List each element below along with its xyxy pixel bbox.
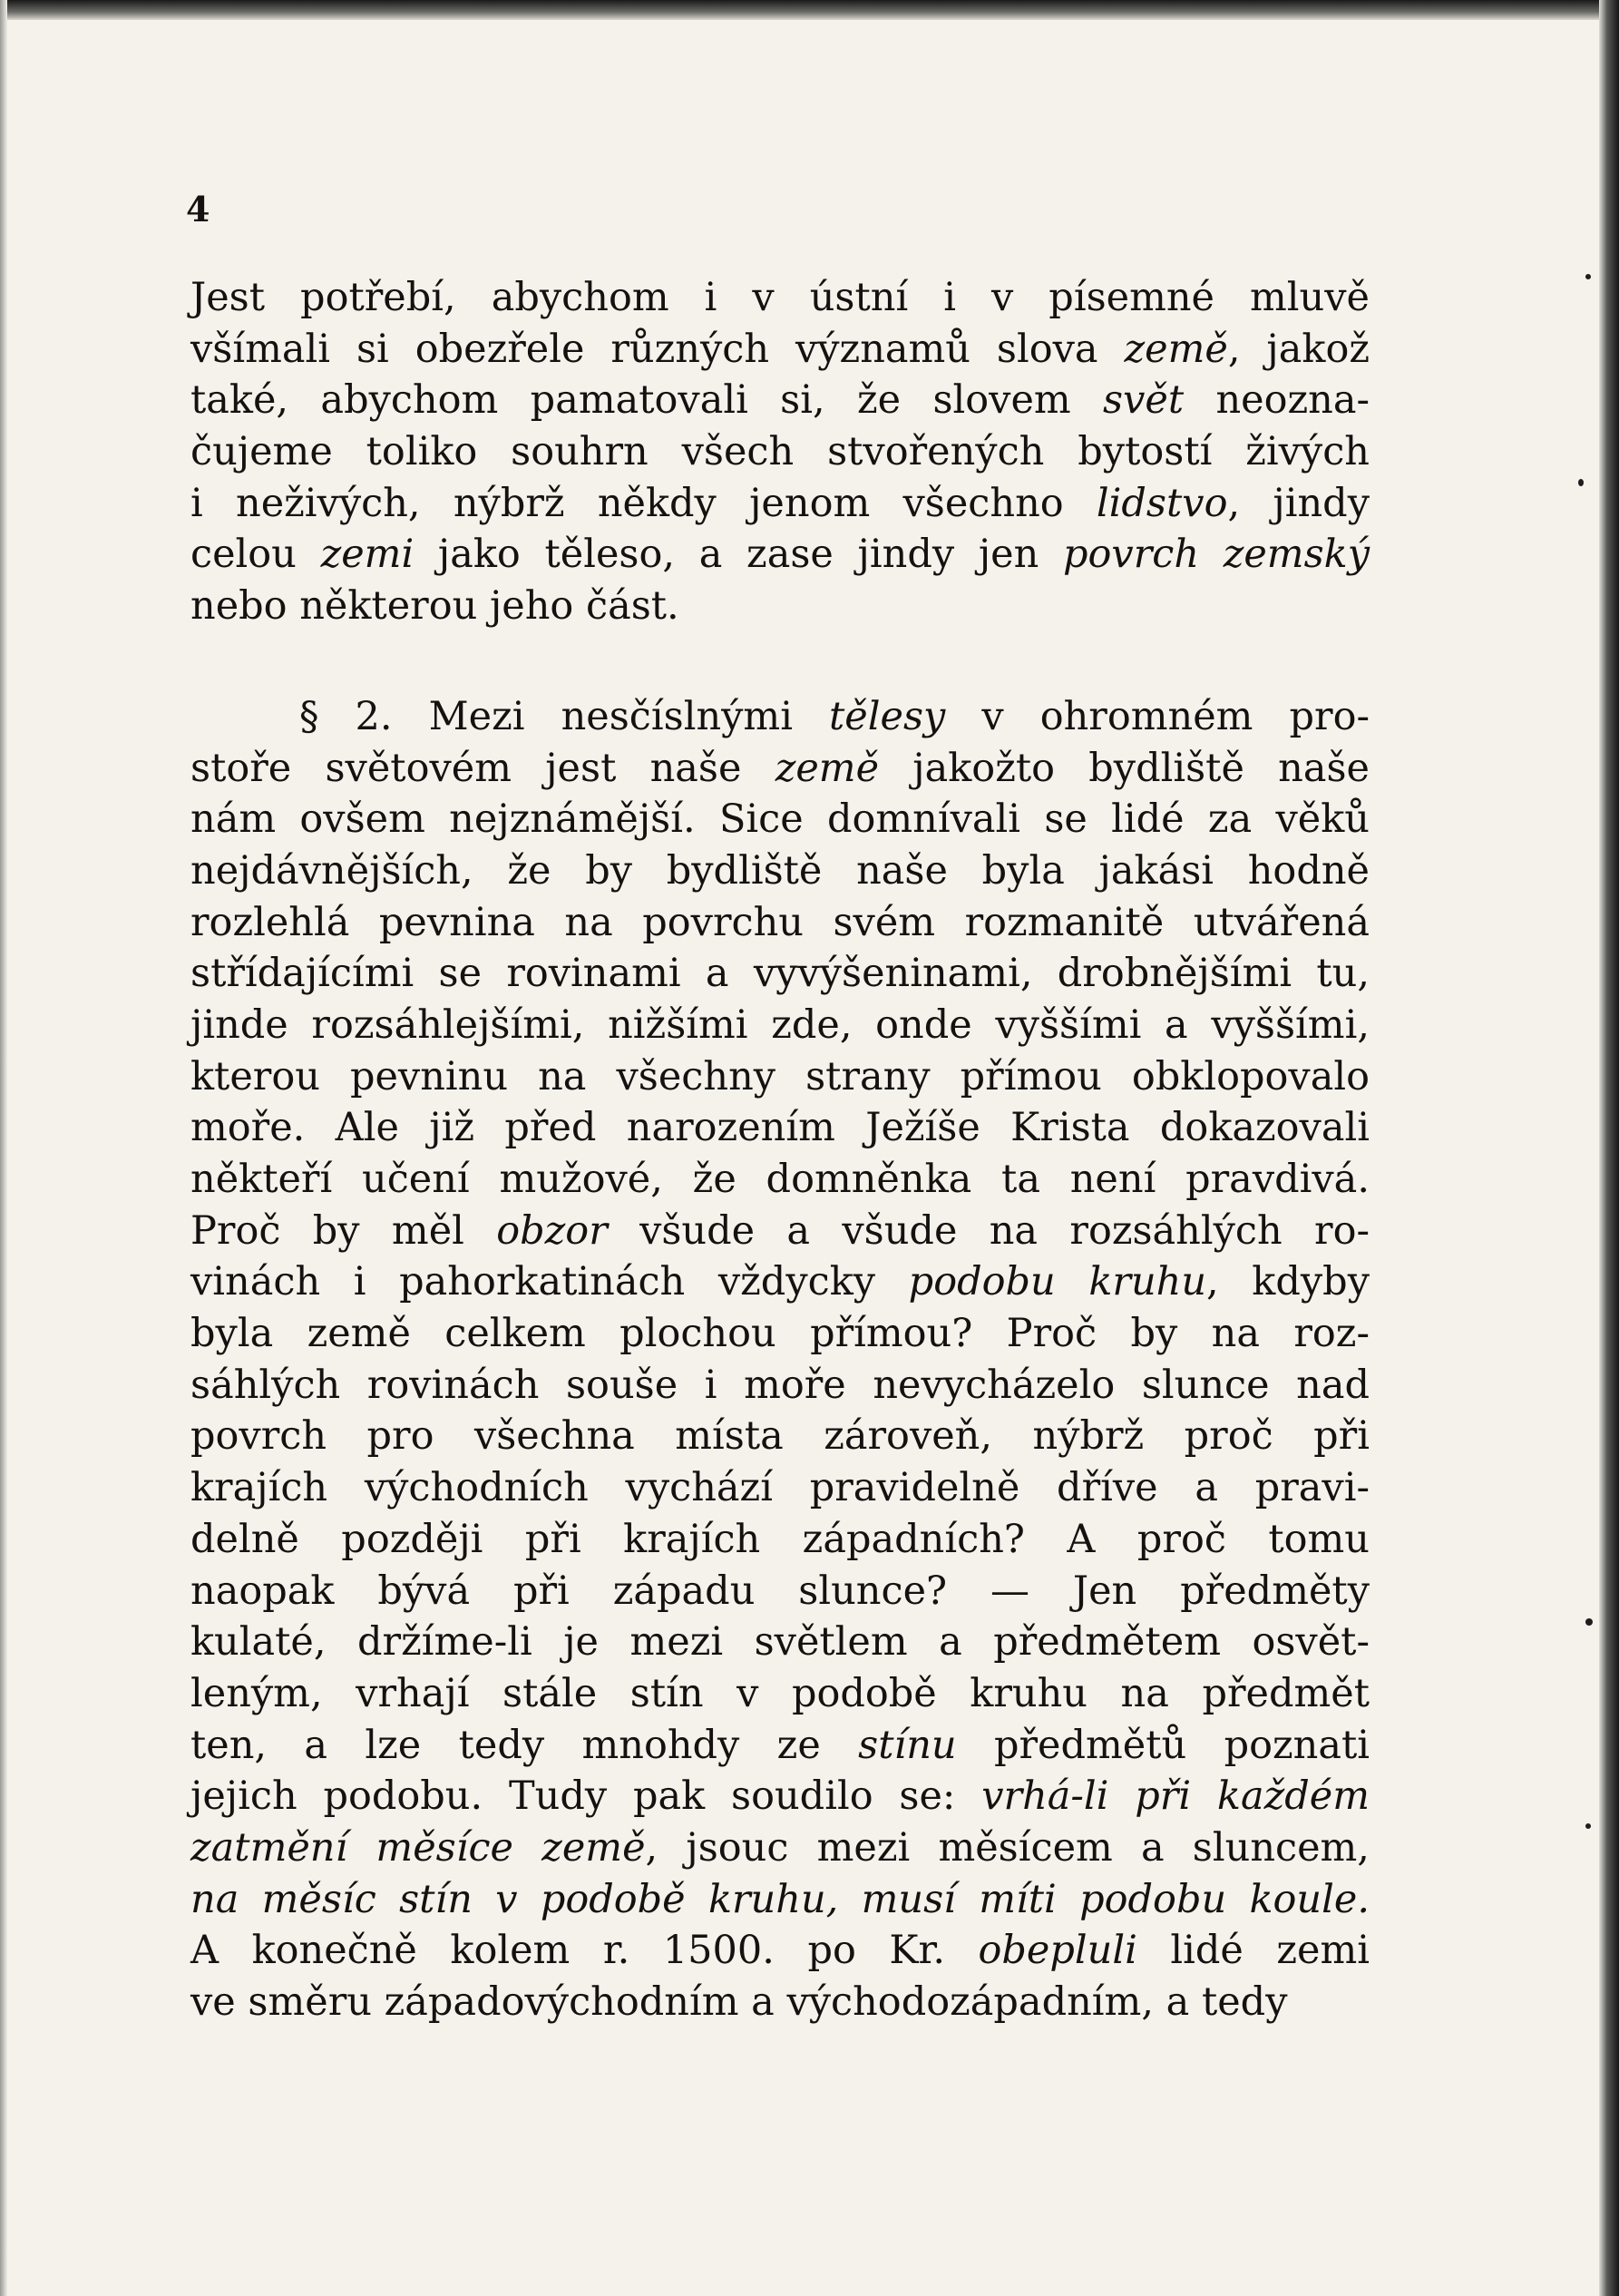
- text-run: leným, vrhají stále stín v podobě kruhu na předmět: [190, 1670, 1370, 1716]
- text-line: [190, 1977, 1370, 2028]
- text-line: [190, 897, 1370, 949]
- text-line: [190, 1102, 1370, 1154]
- text-line: [190, 581, 1370, 632]
- text-run: všímali si obezřele různých významů slova: [190, 326, 1125, 372]
- text-run: všude a všude na rozsáhlých ro-: [607, 1207, 1370, 1254]
- text-line: [190, 1874, 1370, 1926]
- paragraph-1: [190, 272, 1370, 632]
- text-run: jako těleso, a zase jindy jen: [414, 532, 1063, 578]
- text-line: [190, 1720, 1370, 1772]
- text-line: [190, 1308, 1370, 1360]
- text-run: povrch pro všechna místa zároveň, nýbrž proč při: [190, 1413, 1370, 1460]
- ink-speck: [1585, 1823, 1591, 1829]
- text-run: vinách i pahorkatinách vždycky: [190, 1259, 909, 1305]
- text-line: [190, 1462, 1370, 1514]
- paragraph-2: [190, 691, 1370, 2028]
- text-run: Jest potřebí, abychom i v ústní i v písemné mluvě: [190, 275, 1370, 320]
- ink-speck: [1585, 1618, 1593, 1626]
- text-run: i neživých, nýbrž někdy jenom všechno: [190, 480, 1097, 526]
- text-run: kterou pevninu na všechny strany přímou obklopovalo: [190, 1053, 1370, 1099]
- text-run: nejdávnějších, že by bydliště naše byla jakási hodně: [190, 847, 1370, 894]
- text-run: lidé zemi: [1136, 1928, 1370, 1974]
- italic-run: zatmění měsíce země: [190, 1824, 646, 1871]
- text-line: [190, 272, 1370, 324]
- italic-run: povrch zemský: [1062, 532, 1370, 578]
- text-line: [190, 1000, 1370, 1051]
- text-run: delně později při krajích západních? A proč tomu: [190, 1516, 1370, 1562]
- text-run: sáhlých rovinách souše i moře nevycházelo slunce nad: [190, 1362, 1370, 1408]
- italic-run: stínu: [858, 1722, 957, 1768]
- text-run: byla země celkem plochou přímou? Proč by na roz-: [190, 1311, 1370, 1357]
- italic-run: lidstvo: [1096, 480, 1228, 526]
- text-run: jinde rozsáhlejšími, nižšími zde, onde vyššími a vyššími,: [190, 1001, 1370, 1048]
- text-run: neozna-: [1184, 377, 1370, 424]
- text-line: [190, 1925, 1370, 1977]
- italic-run: země: [1124, 326, 1228, 372]
- text-run: stoře světovém jest naše: [190, 745, 775, 791]
- text-run: nebo některou jeho část.: [190, 583, 679, 630]
- text-run: naopak bývá při západu slunce? — Jen předměty: [190, 1568, 1370, 1614]
- text-line: [190, 794, 1370, 845]
- text-line: [190, 529, 1370, 581]
- text-line: [190, 1822, 1370, 1874]
- text-run: moře. Ale již před narozením Ježíše Krista dokazovali: [190, 1105, 1370, 1151]
- italic-run: svět: [1103, 377, 1185, 424]
- text-line: [190, 478, 1370, 530]
- text-run: jakožto bydliště naše: [879, 745, 1370, 791]
- text-run: krajích východních vychází pravidelně dříve a pravi-: [190, 1465, 1370, 1511]
- page-body: [190, 272, 1370, 2028]
- text-line: [190, 1566, 1370, 1617]
- text-run: , jindy: [1227, 480, 1370, 526]
- page-number: 4: [186, 189, 210, 230]
- text-line: [190, 948, 1370, 1000]
- italic-run: obzor: [496, 1207, 608, 1254]
- italic-run: vrhá-li při každém: [981, 1773, 1370, 1820]
- ink-speck: [1578, 479, 1584, 486]
- scan-border-top: [0, 0, 1619, 20]
- text-run: , jsouc mezi měsícem a sluncem,: [645, 1824, 1370, 1871]
- text-run: , jakož: [1227, 326, 1370, 372]
- text-run: ten, a lze tedy mnohdy ze: [190, 1722, 859, 1768]
- text-run: nám ovšem nejznámější. Sice domnívali se lidé za věků: [190, 796, 1370, 843]
- text-line: [190, 1617, 1370, 1668]
- italic-run: na měsíc stín v podobě kruhu, musí míti podobu koule.: [190, 1876, 1370, 1922]
- text-line: [190, 324, 1370, 376]
- text-run: střídajícími se rovinami a vyvýšeninami, drobnějšími tu,: [190, 951, 1370, 997]
- text-run: ve směru západovýchodním a východozápadním, a tedy: [190, 1979, 1288, 2025]
- italic-run: podobu kruhu: [908, 1259, 1207, 1305]
- text-line: [190, 691, 1370, 743]
- text-run: rozlehlá pevnina na povrchu svém rozmanitě utvářená: [190, 899, 1370, 945]
- text-run: také, abychom pamatovali si, že slovem: [190, 377, 1104, 424]
- ink-speck: [1585, 274, 1591, 279]
- text-run: celou: [190, 532, 321, 578]
- text-run: Proč by měl: [190, 1207, 497, 1254]
- text-line: [190, 1051, 1370, 1103]
- text-line: [190, 1411, 1370, 1462]
- scan-border-left: [0, 0, 7, 2296]
- text-run: někteří učení mužové, že domněnka ta není pravdivá.: [190, 1157, 1370, 1202]
- text-line: [190, 1771, 1370, 1822]
- text-line: [190, 845, 1370, 897]
- text-line: [190, 1154, 1370, 1206]
- text-line: [190, 743, 1370, 795]
- text-line: [190, 1206, 1370, 1257]
- text-run: A konečně kolem r. 1500. po Kr.: [190, 1928, 979, 1974]
- text-line: [190, 375, 1370, 426]
- text-run: čujeme toliko souhrn všech stvořených bytostí živých: [190, 429, 1370, 475]
- text-line: [190, 1256, 1370, 1308]
- italic-run: zemi: [320, 532, 415, 578]
- text-run: kulaté, držíme-li je mezi světlem a předmětem osvět-: [190, 1619, 1370, 1666]
- text-line: [190, 1514, 1370, 1566]
- text-run: v ohromném pro-: [945, 693, 1370, 739]
- text-run: předmětů poznati: [956, 1722, 1370, 1768]
- text-run: jejich podobu. Tudy pak soudilo se:: [190, 1773, 982, 1820]
- text-run: § 2. Mezi nesčíslnými: [299, 693, 830, 739]
- text-line: [190, 1668, 1370, 1720]
- italic-run: země: [775, 745, 880, 791]
- italic-run: obepluli: [978, 1928, 1137, 1974]
- text-line: [190, 426, 1370, 478]
- italic-run: tělesy: [829, 693, 946, 739]
- paragraph-gap: [190, 632, 1370, 691]
- scan-border-right: [1599, 0, 1619, 2296]
- text-run: , kdyby: [1206, 1259, 1370, 1305]
- text-line: [190, 1360, 1370, 1412]
